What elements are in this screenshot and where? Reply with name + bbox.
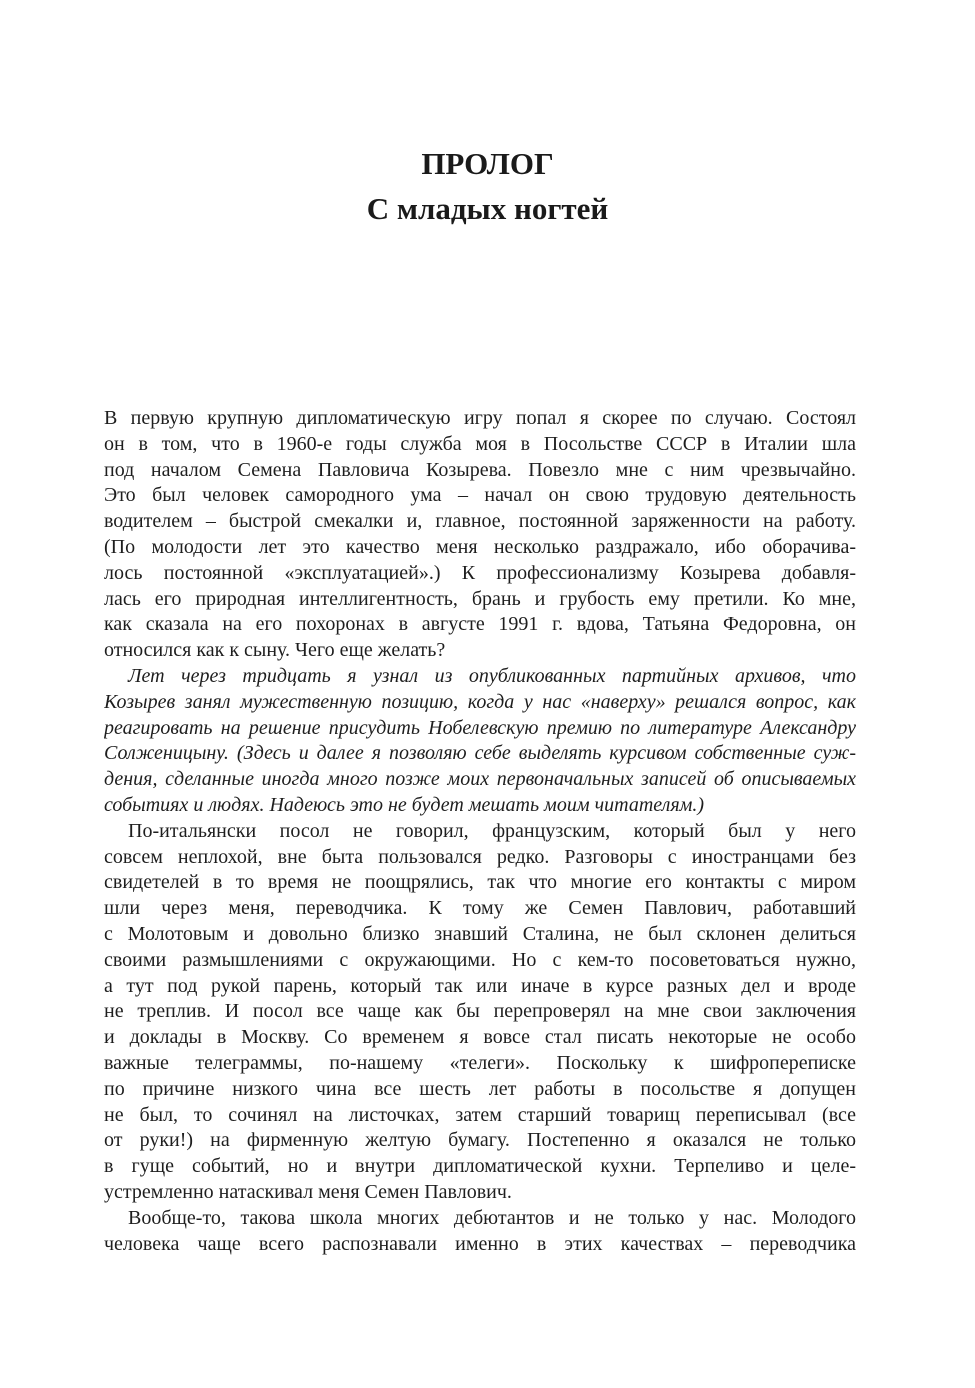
chapter-title: ПРОЛОГ (421, 146, 554, 181)
text-line: он в том, что в 1960-е годы служба моя в Посольстве СССР в Италии шла (104, 432, 856, 455)
text-line: как сказала на его похоронах в августе 1991 г. вдова, Татьяна Федоровна, он (104, 613, 856, 636)
text-line: Козырев занял мужественную позицию, когда у нас «наверху» решался вопрос, как (104, 690, 856, 713)
text-line: лось постоянной «эксплуатацией».) К профессионализму Козырева добавля- (104, 561, 856, 584)
text-line: Лет через тридцать я узнал из опубликованных партийных архивов, что (128, 664, 856, 687)
text-line: а тут под рукой парень, который так или иначе в курсе разных дел и вроде (104, 974, 856, 997)
text-line: не был, то сочинял на листочках, затем старший товарищ переписывал (все (104, 1103, 856, 1126)
text-line: Это был человек самородного ума – начал он свою трудовую деятельность (104, 484, 856, 507)
paragraph (104, 406, 856, 664)
paragraph (104, 1206, 856, 1258)
body-text (104, 406, 856, 1257)
text-line: по причине низкого чина все шесть лет работы в посольстве я допущен (104, 1077, 856, 1100)
text-line: своими размышлениями с окружающими. Но с кем-то посоветоваться нужно, (104, 948, 856, 971)
text-line: реагировать на решение присудить Нобелевскую премию по литературе Александру (104, 716, 856, 739)
text-line: и доклады в Москву. Со временем я вовсе стал писать некоторые не особо (104, 1026, 856, 1049)
text-line: в гуще событий, но и внутри дипломатической кухни. Терпеливо и целе- (104, 1155, 856, 1178)
text-line: лась его природная интеллигентность, брань и грубость ему претили. Ко мне, (104, 587, 856, 610)
text-line: с Молотовым и довольно близко знавший Сталина, не был склонен делиться (104, 922, 856, 945)
chapter-subtitle: С младых ногтей (366, 191, 609, 226)
paragraph (104, 819, 856, 1206)
text-line: дения, сделанные иногда много позже моих первоначальных записей об описываемых (104, 768, 856, 791)
text-line: (По молодости лет это качество меня несколько раздражало, ибо оборачива- (104, 535, 856, 558)
text-line: шли через меня, переводчика. К тому же Семен Павлович, работавший (104, 897, 856, 920)
text-line: устремленно натаскивал меня Семен Павлович. (104, 1180, 512, 1203)
text-line: Солженицыну. (Здесь и далее я позволяю себе выделять курсивом собственные суж- (104, 742, 856, 765)
text-line: важные телеграммы, по-нашему «телеги». Поскольку к шифропереписке (104, 1051, 856, 1074)
text-line: не треплив. И посол все чаще как бы перепроверял на мне свои заключения (104, 1000, 856, 1023)
text-line: свидетелей в то время не поощрялись, так что многие его контакты с миром (104, 871, 856, 894)
text-line: человека чаще всего распознавали именно в этих качествах – переводчика (104, 1232, 856, 1255)
text-line: относился как к сыну. Чего еще желать? (104, 639, 446, 662)
text-line: водителем – быстрой смекалки и, главное, постоянной заряженности на работу. (104, 510, 856, 533)
text-line: совсем неплохой, вне быта пользовался редко. Разговоры с иностранцами без (104, 845, 856, 868)
text-line: под началом Семена Павловича Козырева. Повезло мне с ним чрезвычайно. (104, 458, 856, 481)
text-line: Вообще-то, такова школа многих дебютантов и не только у нас. Молодого (128, 1206, 856, 1229)
text-line: событиях и людях. Надеюсь это не будет мешать моим читателям.) (104, 793, 705, 816)
italic-paragraph (104, 664, 856, 819)
text-line: от руки!) на фирменную желтую бумагу. Постепенно я оказался не только (104, 1129, 856, 1152)
text-line: По-итальянски посол не говорил, французским, который был у него (128, 819, 856, 842)
text-line: В первую крупную дипломатическую игру попал я скорее по случаю. Состоял (104, 407, 856, 429)
